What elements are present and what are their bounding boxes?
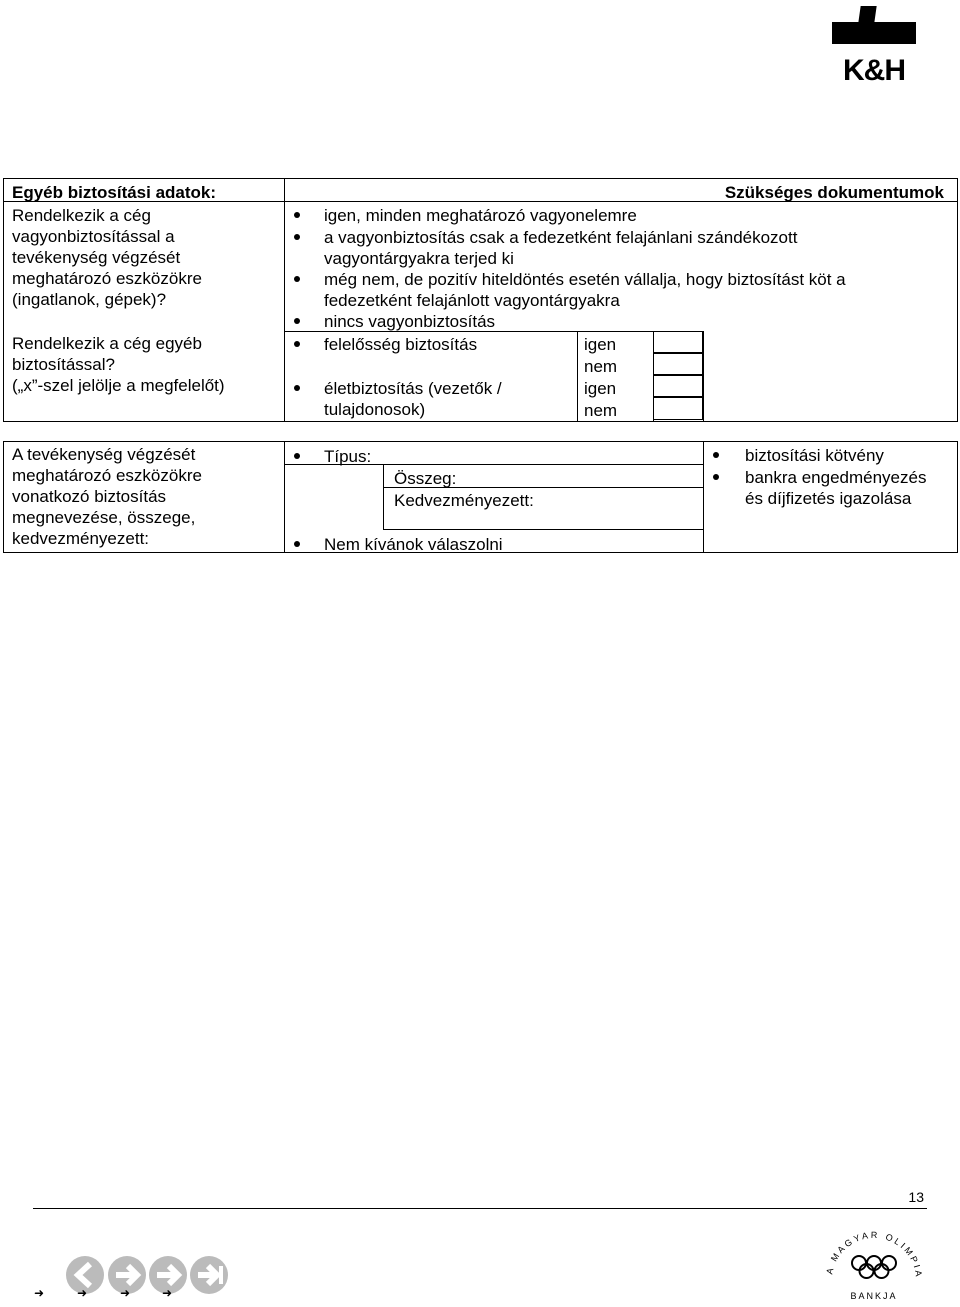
documents-heading: Szükséges dokumentumok xyxy=(724,183,944,202)
type-field-line[interactable] xyxy=(284,464,704,465)
bullet-icon xyxy=(713,474,719,480)
type-label: Típus: xyxy=(324,447,372,466)
amount-label: Összeg: xyxy=(394,469,457,488)
life-yes-checkbox[interactable] xyxy=(653,375,703,397)
logo-bar xyxy=(832,22,916,44)
asset-insurance-question: A tevékenység végzését meghatározó eszközökre vonatkozó biztosítás megnevezése, összege, kedvezményezett: xyxy=(12,445,202,548)
last-nav-icon[interactable] xyxy=(190,1256,228,1294)
bullet-icon xyxy=(294,385,300,391)
olympic-arc-text: A MAGYAR OLIMPIA xyxy=(824,1229,925,1280)
docs-column-divider xyxy=(703,441,704,553)
doc-assignment: bankra engedményezés xyxy=(745,468,927,487)
doc-policy: biztosítási kötvény xyxy=(745,446,884,465)
life-no-checkbox[interactable] xyxy=(653,397,703,420)
doc-assignment-cont: és díjfizetés igazolása xyxy=(745,489,912,508)
liability-insurance-label: felelősség biztosítás xyxy=(324,335,478,354)
small-arrow-icon[interactable]: ➜ xyxy=(162,1286,173,1300)
option-collateral-only[interactable]: a vagyonbiztosítás csak a fedezetként felajánlani szándékozott xyxy=(324,228,798,247)
question-other-insurance: Rendelkezik a cég egyéb biztosítással? („x”-szel jelölje a megfelelőt) xyxy=(12,334,225,395)
liability-no-checkbox[interactable] xyxy=(653,353,703,375)
page-number: 13 xyxy=(908,1189,924,1205)
section-title: Egyéb biztosítási adatok: xyxy=(12,183,217,202)
bullet-icon xyxy=(294,212,300,218)
logo-text: K&H xyxy=(843,54,905,87)
kh-logo xyxy=(824,4,924,87)
beneficiary-field-line[interactable] xyxy=(383,529,704,530)
answer-grid-mid xyxy=(653,331,654,422)
amount-box-left xyxy=(383,464,384,530)
liability-no-label: nem xyxy=(584,357,618,376)
bullet-icon xyxy=(294,276,300,282)
beneficiary-label: Kedvezményezett: xyxy=(394,491,534,510)
option-all-assets[interactable]: igen, minden meghatározó vagyonelemre xyxy=(324,206,637,225)
bullet-icon xyxy=(294,541,300,547)
amount-field-line[interactable] xyxy=(383,487,704,488)
bullet-icon xyxy=(294,234,300,240)
footer-rule xyxy=(33,1208,927,1209)
bullet-icon xyxy=(294,341,300,347)
bullet-icon xyxy=(713,452,719,458)
life-insurance-label: életbiztosítás (vezetők / tulajdonosok) xyxy=(324,379,502,419)
decline-option[interactable]: Nem kívánok válaszolni xyxy=(324,535,503,554)
answer-grid-top xyxy=(284,331,704,332)
olympic-bank-text: BANKJA xyxy=(850,1291,898,1301)
liability-yes-checkbox[interactable] xyxy=(653,331,703,353)
column-divider xyxy=(284,441,285,553)
option-not-yet[interactable]: még nem, de pozitív hiteldöntés esetén vállalja, hogy biztosítást köt a xyxy=(324,270,846,289)
liability-yes-label: igen xyxy=(584,335,617,354)
option-no-insurance[interactable]: nincs vagyonbiztosítás xyxy=(324,312,496,331)
bullet-icon xyxy=(294,453,300,459)
answer-grid-left xyxy=(577,331,578,422)
bullet-icon xyxy=(294,318,300,324)
column-divider xyxy=(284,178,285,422)
small-arrow-icon[interactable]: ➜ xyxy=(120,1286,131,1300)
option-not-yet-cont: fedezetként felajánlott vagyontárgyakra xyxy=(324,291,620,310)
question-property-insurance: Rendelkezik a cég vagyonbiztosítással a tevékenység végzését meghatározó eszközökre (ingatlanok, gépek)? xyxy=(12,206,202,309)
small-arrow-icon[interactable]: ➜ xyxy=(77,1286,88,1300)
option-collateral-only-cont: vagyontárgyakra terjed ki xyxy=(324,249,514,268)
life-no-label: nem xyxy=(584,401,618,420)
life-yes-label: igen xyxy=(584,379,617,398)
small-arrow-icon[interactable]: ➜ xyxy=(34,1286,45,1300)
olympic-team-bank-logo xyxy=(822,1218,926,1302)
docs-column-divider xyxy=(703,331,704,422)
